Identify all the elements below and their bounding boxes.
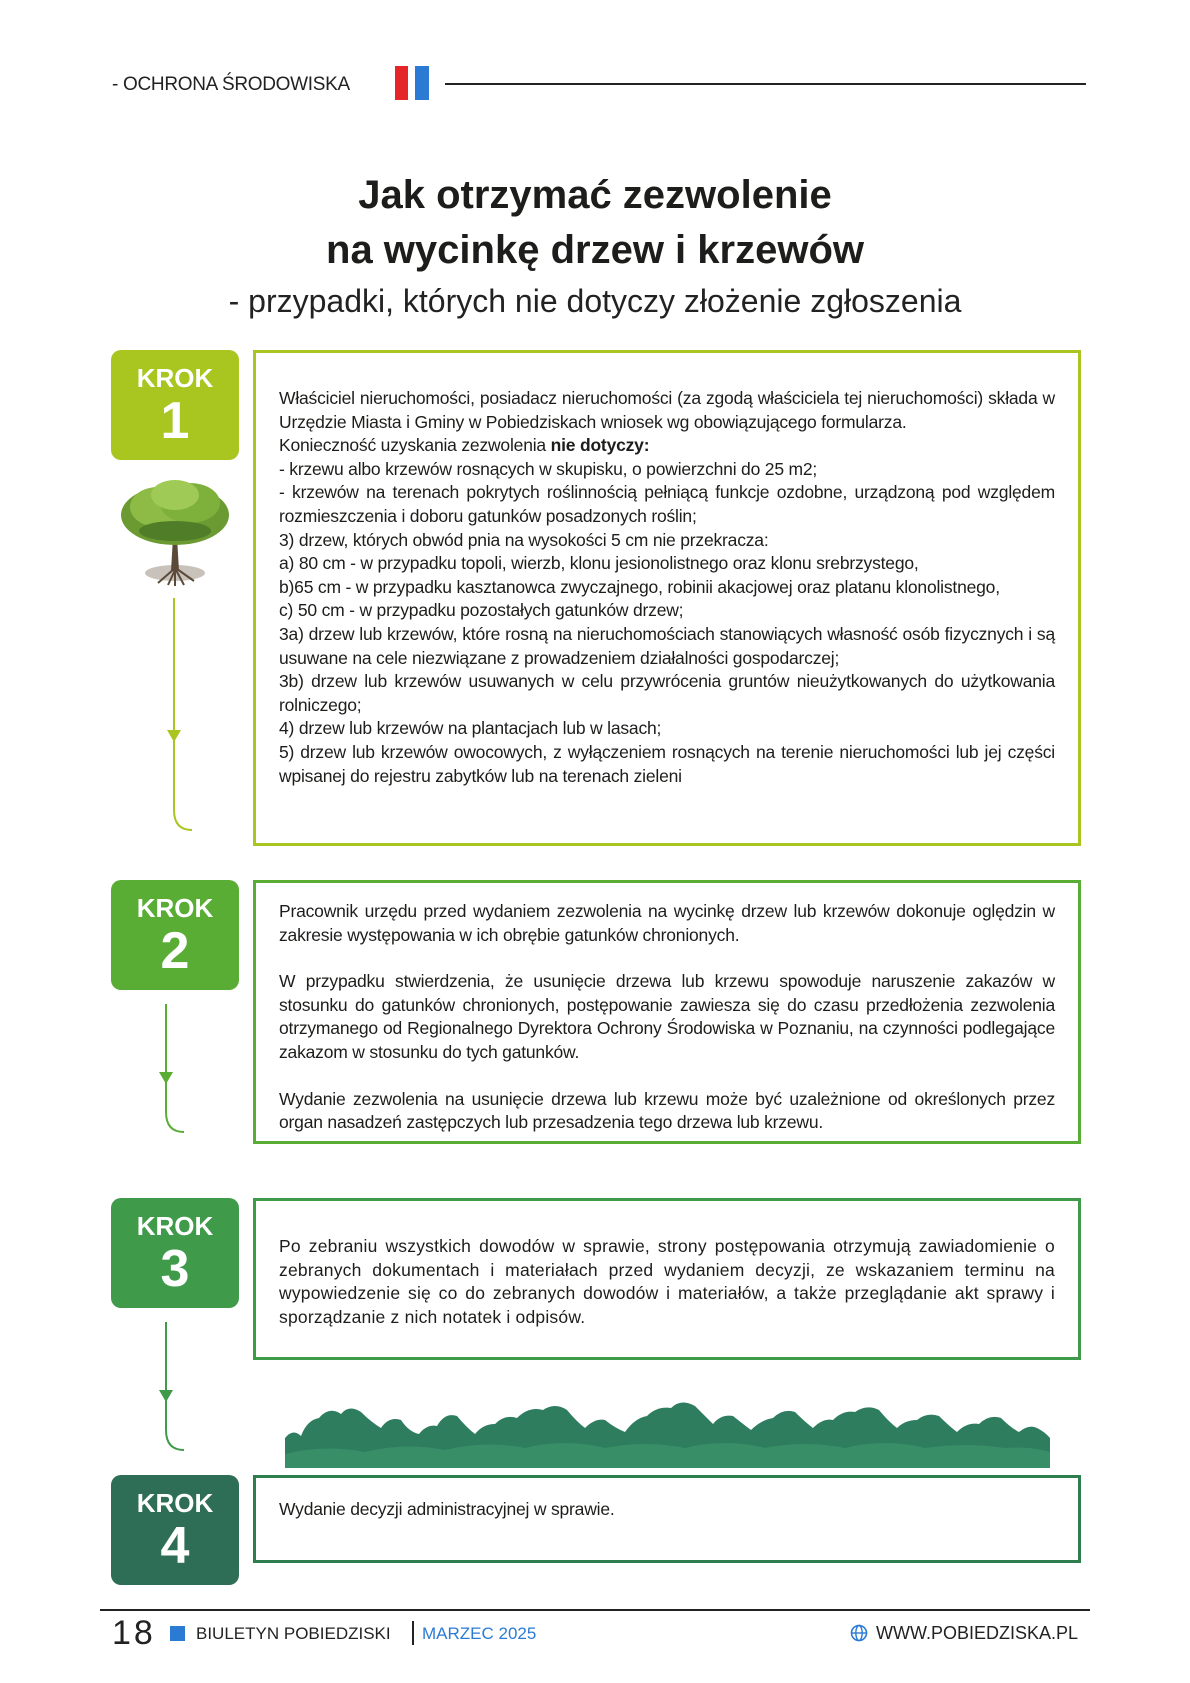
step-2-paragraph: W przypadku stwierdzenia, że usunięcie drzewa lub krzewu spowoduje naruszenie zakazów w stosunku do gatunków chronionych, postępowanie zawiesza się do czasu przedłożenia zezwolenia otrzymanego od Regionalnego Dyrektora Ochrony Środowiska w Poznaniu, na czynności podlegające zakazom w stosunku do tych gatunków. — [279, 971, 1055, 1062]
step-1-item: 3a) drzew lub krzewów, które rosną na nieruchomościach stanowiących własność osób fizycznych i są usuwane na cele niezwiązane z prowadzeniem działalności gospodarczej; — [279, 623, 1055, 668]
step-1-label: KROK — [136, 363, 214, 393]
step-1-item: c) 50 cm - w przypadku pozostałych gatunków drzew; — [279, 600, 684, 621]
step-2-label: KROK — [136, 893, 214, 923]
step-1-badge — [111, 350, 239, 460]
step-1-box — [253, 350, 1081, 846]
step-4-badge — [111, 1475, 239, 1585]
step-1-intro: Właściciel nieruchomości, posiadacz nieruchomości (za zgodą właściciela tej nieruchomości) składa w Urzędzie Miasta i Gminy w Pobiedziskach wniosek wg obowiązującego formularza. — [279, 388, 1055, 432]
issue-date: MARZEC 2025 — [422, 1624, 537, 1643]
page-title-line-2: na wycinkę drzew i krzewów — [326, 228, 864, 272]
step-1-item: 4) drzew lub krzewów na plantacjach lub w lasach; — [279, 718, 662, 739]
step-1-number: 1 — [160, 392, 190, 450]
footer-rule — [100, 1609, 1090, 1611]
step-1-item: 3) drzew, których obwód pnia na wysokości 5 cm nie przekracza: — [279, 529, 769, 550]
step-2-paragraph: Pracownik urzędu przed wydaniem zezwolenia na wycinkę drzew lub krzewów dokonuje oględzin w zakresie występowania w ich obrębie gatunków chronionych. — [279, 901, 1055, 945]
step-4-label: KROK — [136, 1488, 214, 1518]
step-2-box — [253, 880, 1081, 1144]
step-1-connector — [140, 598, 200, 834]
step-1-item: - krzewu albo krzewów rosnących w skupisku, o powierzchni do 25 m2; — [279, 458, 818, 479]
footer-square-icon — [170, 1626, 185, 1641]
step-1-item: b)65 cm - w przypadku kasztanowca zwyczajnego, robinii akacjowej oraz platanu klonolistnego, — [279, 576, 1000, 597]
step-3-number: 3 — [160, 1240, 190, 1298]
step-1-item: 5) drzew lub krzewów owocowych, z wyłączeniem rosnących na terenie nieruchomości lub jej części wpisanej do rejestru zabytków lub na terenach zieleni — [279, 741, 1055, 786]
flag-logo — [395, 66, 429, 100]
step-3-box — [253, 1198, 1081, 1360]
step-3-badge — [111, 1198, 239, 1308]
step-4-number: 4 — [160, 1517, 190, 1575]
forest-silhouette — [285, 1398, 1050, 1468]
step-1-item: 3b) drzew lub krzewów usuwanych w celu przywrócenia gruntów nieużytkowanych do użytkowania rolniczego; — [279, 671, 1055, 715]
page-header — [112, 66, 1086, 100]
page-subtitle: - przypadki, których nie dotyczy złożenie zgłoszenia — [228, 283, 962, 319]
section-label: - OCHRONA ŚRODOWISKA — [112, 74, 350, 95]
page-title-line-1: Jak otrzymać zezwolenie — [358, 173, 832, 217]
step-2-badge — [111, 880, 239, 990]
step-1-item: a) 80 cm - w przypadku topoli, wierzb, klonu jesionolistnego oraz klonu srebrzystego, — [279, 553, 919, 574]
step-3-label: KROK — [136, 1211, 214, 1241]
step-1-item: - krzewów na terenach pokrytych roślinnością pełniącą funkcje ozdobne, urządzoną pod względem rozmieszczenia i doboru gatunków posadzonych roślin; — [279, 482, 1055, 526]
globe-icon — [850, 1624, 868, 1642]
step-4-box — [253, 1475, 1081, 1563]
footer-separator — [412, 1621, 414, 1645]
step-2-number: 2 — [160, 922, 190, 980]
step-3-paragraph: Po zebraniu wszystkich dowodów w sprawie, strony postępowania otrzymują zawiadomienie o zebranych dokumentach i materiałach przed wydaniem decyzji, ze wskazaniem terminu na wypowiedzenie się co do zebranych dowodów i materiałów, a także przeglądanie akt sprawy i sporządzanie z nich notatek i odpisów. — [279, 1236, 1055, 1327]
website-link[interactable]: WWW.POBIEDZISKA.PL — [876, 1623, 1079, 1643]
publication-name: BIULETYN POBIEDZISKI — [196, 1624, 391, 1643]
step-2-paragraph: Wydanie zezwolenia na usunięcie drzewa lub krzewu może być uzależnione od określonych przez organ nasadzeń zastępczych lub przesadzenia tego drzewa lub krzewu. — [279, 1088, 1055, 1133]
step-4-paragraph: Wydanie decyzji administracyjnej w sprawie. — [279, 1499, 615, 1519]
step-3-connector — [140, 1322, 200, 1454]
page-number: 18 — [112, 1614, 156, 1652]
header-rule — [445, 83, 1086, 85]
tree-illustration — [118, 475, 232, 587]
step-2-connector — [140, 1004, 200, 1136]
page-footer — [112, 1614, 1088, 1654]
step-1-lead: Konieczność uzyskania zezwolenia nie dotyczy: — [279, 435, 650, 456]
